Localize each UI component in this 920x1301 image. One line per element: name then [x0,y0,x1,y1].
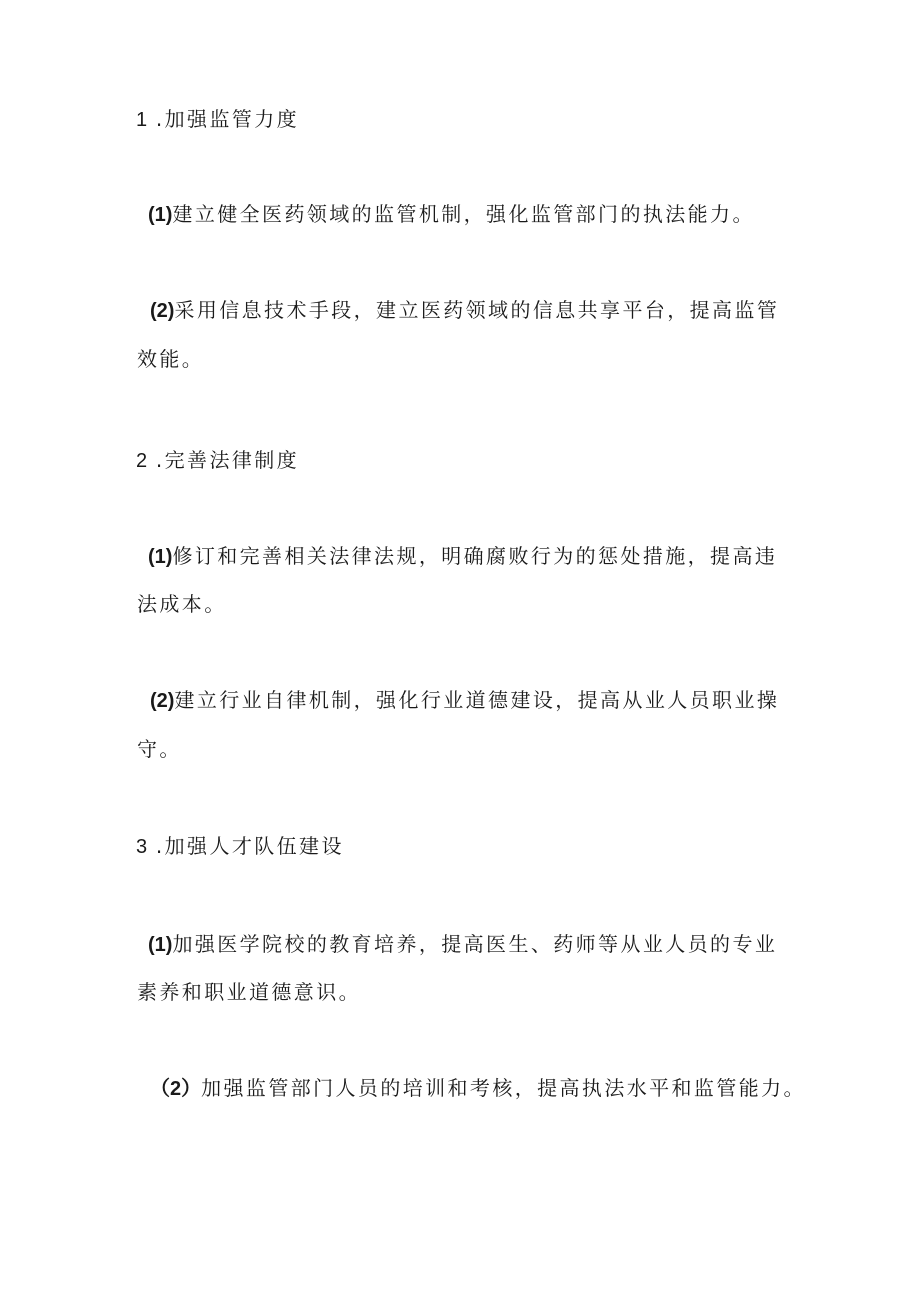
item-number: （2） [150,1078,202,1100]
list-item [150,1076,806,1101]
item-continuation: 法成本。 [137,592,227,616]
item-text: 建立健全医药领域的监管机制，强化监管部门的执法能力。 [172,202,755,226]
section-heading-2 [136,448,299,473]
section-title: .加强人才队伍建设 [147,834,344,858]
section-number: 3 [136,836,148,858]
list-item [148,202,755,227]
item-continuation: 守。 [137,737,182,761]
section-number: 2 [136,450,148,472]
item-text: 采用信息技术手段，建立医药领域的信息共享平台，提高监管 [174,298,780,322]
list-item [148,544,777,569]
item-text: 加强监管部门人员的培训和考核，提高执法水平和监管能力。 [201,1076,806,1100]
item-continuation: 效能。 [137,347,205,371]
item-number: (1) [148,204,173,226]
section-heading-3 [136,834,344,859]
section-number: 1 [136,109,148,131]
item-number: (1) [148,546,173,568]
item-text: 建立行业自律机制，强化行业道德建设，提高从业人员职业操 [174,688,780,712]
item-text: 加强医学院校的教育培养，提高医生、药师等从业人员的专业 [172,932,778,956]
section-title: .完善法律制度 [147,448,300,472]
item-number: (2) [150,300,175,322]
item-continuation: 素养和职业道德意识。 [137,980,361,1004]
item-number: (2) [150,690,175,712]
section-title: .加强监管力度 [147,107,300,131]
section-heading-1 [136,107,299,132]
list-item [150,688,779,713]
list-item [148,932,777,957]
item-number: (1) [148,934,173,956]
item-text: 修订和完善相关法律法规，明确腐败行为的惩处措施，提高违 [172,544,778,568]
list-item [150,298,779,323]
